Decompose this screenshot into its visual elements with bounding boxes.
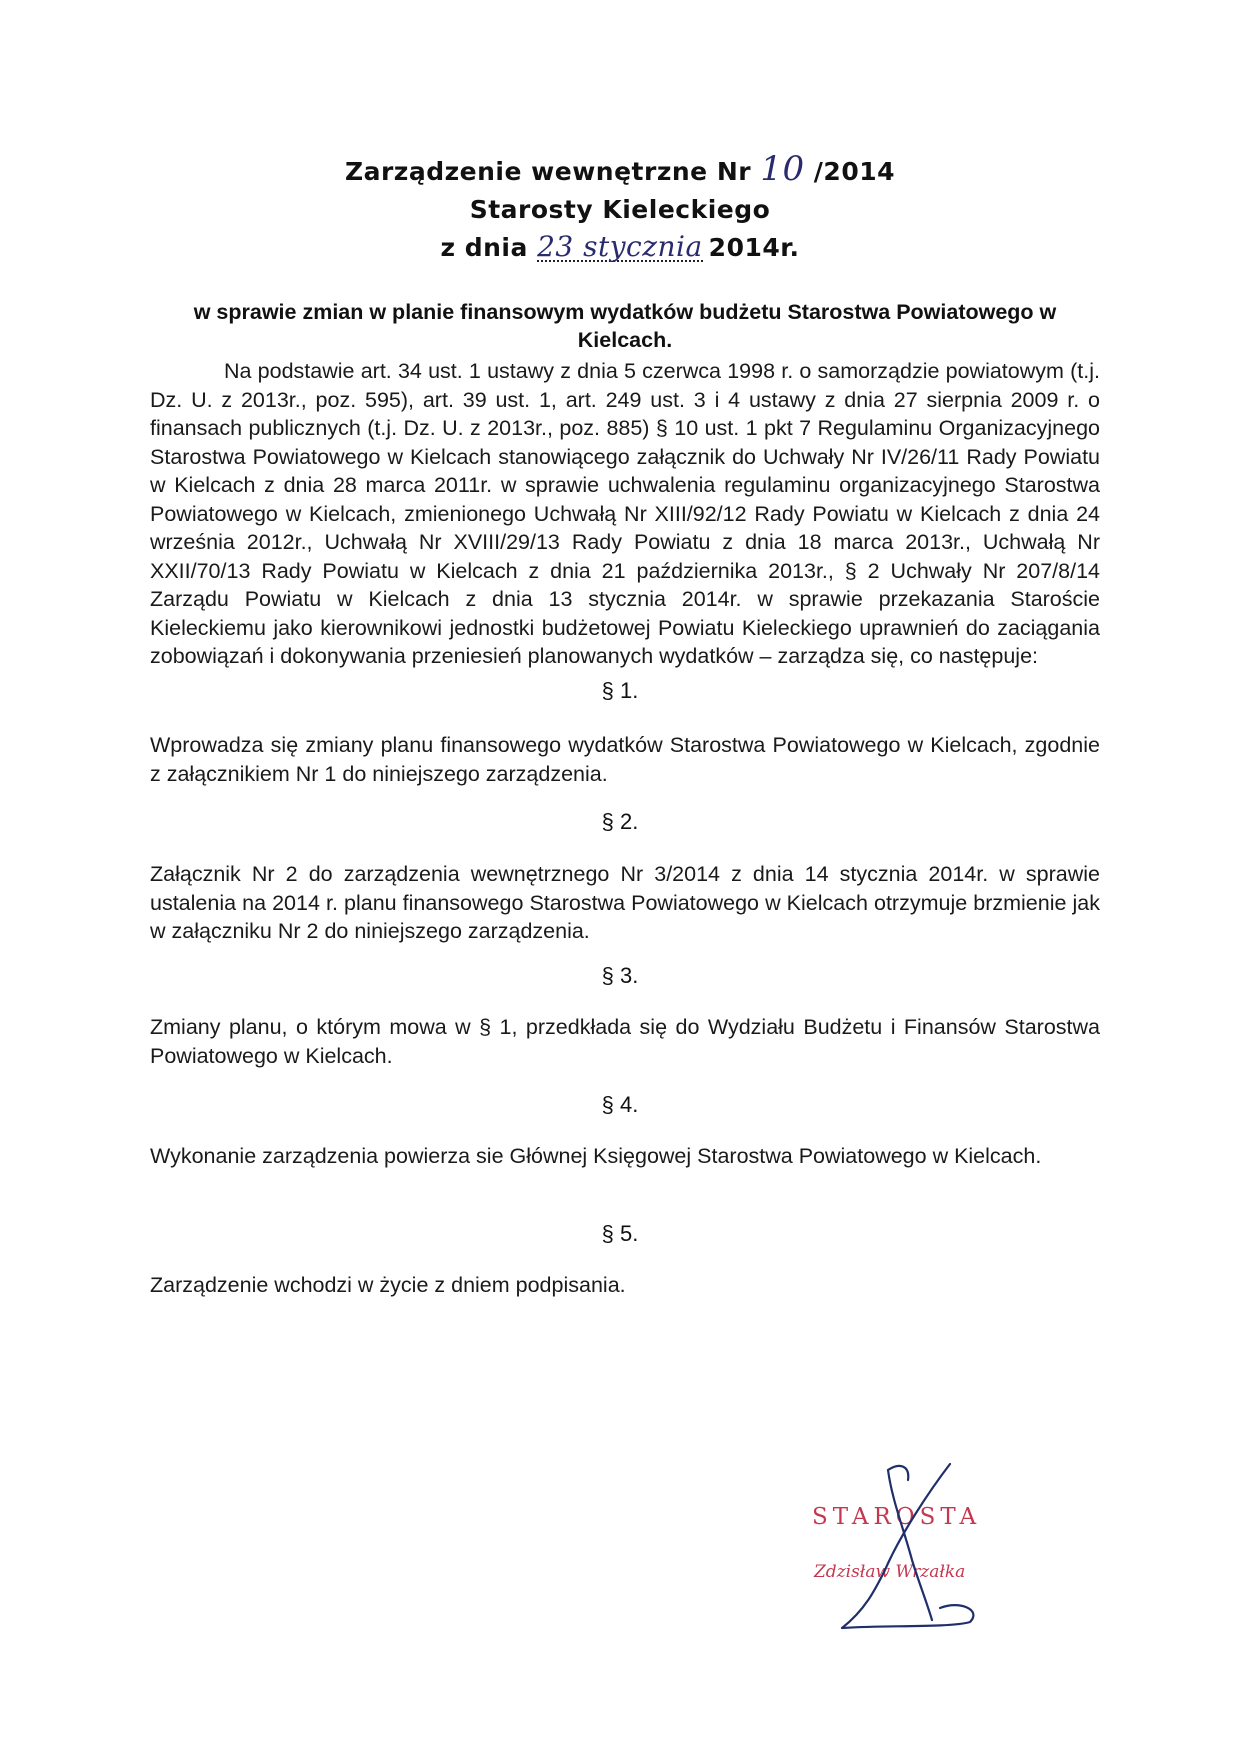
issuer-line: Starosty Kieleckiego bbox=[469, 195, 771, 224]
handwritten-number: 10 bbox=[760, 149, 805, 189]
stamp-name: Zdzisław Wrzałka bbox=[814, 1562, 966, 1582]
date-line bbox=[0, 229, 1240, 267]
title-line bbox=[0, 150, 1240, 191]
title-prefix: Zarządzenie wewnętrzne Nr bbox=[344, 157, 752, 186]
starosta-stamp bbox=[800, 1460, 1020, 1630]
section-4-text: Wykonanie zarządzenia powierza sie Głównej Księgowej Starostwa Powiatowego w Kielcach. bbox=[150, 1144, 1042, 1168]
section-2-text: Załącznik Nr 2 do zarządzenia wewnętrznego Nr 3/2014 z dnia 14 stycznia 2014r. w sprawie ustalenia na 2014 r. planu finansowego Starostwa Powiatowego w Kielcach otrzymuje brzmienie jak w załączniku Nr 2 do niniejszego zarządzenia. bbox=[150, 862, 1100, 943]
date-fill-field bbox=[537, 230, 703, 263]
handwritten-signature bbox=[800, 1460, 1020, 1630]
handwritten-date: 23 stycznia bbox=[537, 230, 703, 263]
document-header bbox=[0, 150, 1240, 267]
date-prefix: z dnia bbox=[440, 233, 528, 262]
section-2-heading: § 2. bbox=[601, 809, 639, 834]
section-4-heading: § 4. bbox=[601, 1092, 639, 1117]
legal-basis-paragraph: Na podstawie art. 34 ust. 1 ustawy z dnia 5 czerwca 1998 r. o samorządzie powiatowym (t.j. Dz. U. z 2013r., poz. 595), art. 39 ust. 1, art. 249 ust. 3 i 4 ustawy z dnia 27 sierpnia 2009 r. o finansach publicznych (t.j. Dz. U. z 2013r., poz. 885) § 10 ust. 1 pkt 7 Regulaminu Organizacyjnego Starostwa Powiatowego w Kielcach stanowiącego załącznik do Uchwały Nr IV/26/11 Rady Powiatu w Kielcach z dnia 28 marca 2011r. w sprawie uchwalenia regulaminu organizacyjnego Starostwa Powiatowego w Kielcach, zmienionego Uchwałą Nr XIII/92/12 Rady Powiatu w Kielcach z dnia 24 września 2012r., Uchwałą Nr XVIII/29/13 Rady Powiatu z dnia 18 marca 2013r., Uchwałą Nr XXII/70/13 Rady Powiatu w Kielcach z dnia 21 października 2013r., § 2 Uchwały Nr 207/8/14 Zarządu Powiatu w Kielcach z dnia 13 stycznia 2014r. w sprawie przekazania Staroście Kieleckiemu jako kierownikowi jednostki budżetowej Powiatu Kieleckiego uprawnień do zaciągania zobowiązań i dokonywania przeniesień planowanych wydatków – zarządza się, co następuje: bbox=[150, 359, 1100, 668]
section-3-text: Zmiany planu, o którym mowa w § 1, przedkłada się do Wydziału Budżetu i Finansów Starostwa Powiatowego w Kielcach. bbox=[150, 1015, 1100, 1068]
document-subject: w sprawie zmian w planie finansowym wydatków budżetu Starostwa Powiatowego w Kielcach. bbox=[193, 300, 1057, 352]
section-1-heading: § 1. bbox=[601, 678, 639, 703]
section-5-text: Zarządzenie wchodzi w życie z dniem podpisania. bbox=[150, 1273, 626, 1297]
date-year: 2014r. bbox=[708, 233, 800, 262]
stamp-title: STAROSTA bbox=[812, 1504, 982, 1530]
title-year: /2014 bbox=[813, 157, 896, 186]
section-1-text: Wprowadza się zmiany planu finansowego wydatków Starostwa Powiatowego w Kielcach, zgodnie z załącznikiem Nr 1 do niniejszego zarządzenia. bbox=[150, 733, 1100, 786]
section-3-heading: § 3. bbox=[601, 963, 639, 988]
section-5-heading: § 5. bbox=[601, 1221, 639, 1246]
